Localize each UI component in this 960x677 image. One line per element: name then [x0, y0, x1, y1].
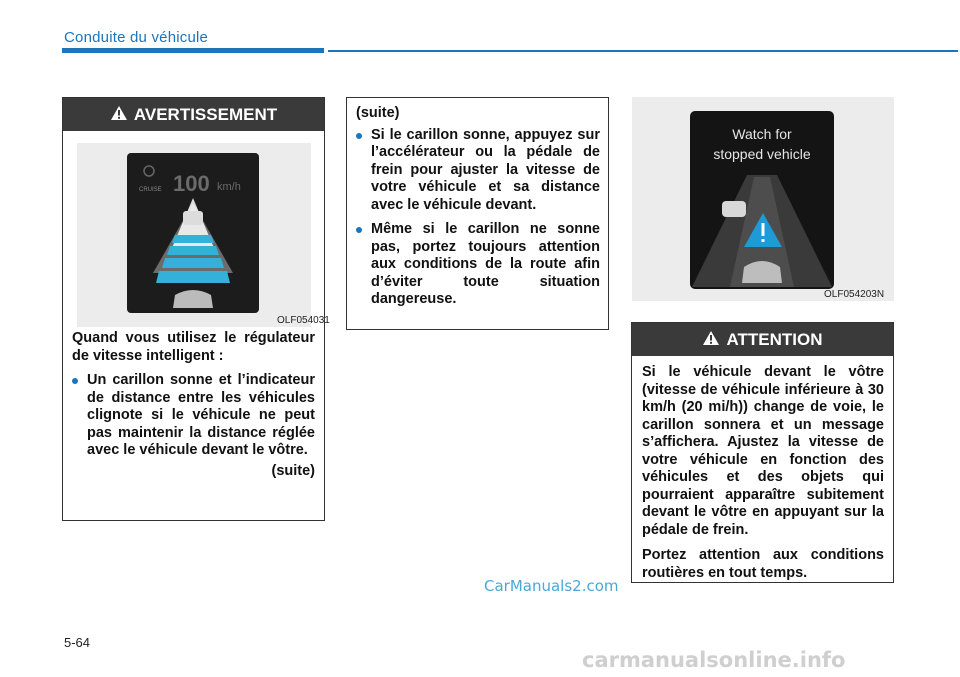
warning-title: AVERTISSEMENT [133, 105, 278, 124]
warning-intro: Quand vous utilisez le régulateur de vitesse intelligent : [72, 330, 315, 364]
warning-box [62, 97, 330, 521]
bullet-icon [356, 227, 362, 233]
bullet-icon [356, 133, 362, 139]
watermark-text: carmanualsonline.info [582, 648, 846, 672]
watermark-link[interactable]: CarManuals2.com [484, 577, 619, 595]
middle-bullet [356, 127, 600, 215]
speed-value: 100 [173, 171, 210, 196]
message-line-2: stopped vehicle [713, 146, 811, 162]
attention-header [632, 323, 893, 356]
continued-label: (suite) [271, 462, 315, 479]
stopped-vehicle-image [632, 97, 894, 301]
warning-bullet [72, 372, 315, 460]
warning-triangle-icon [702, 324, 720, 357]
speed-unit: km/h [217, 181, 241, 193]
message-line-1: Watch for [732, 126, 792, 142]
page-number: 5-64 [64, 635, 91, 650]
warning-header [63, 98, 324, 131]
bullet-text: Même si le carillon ne sonne pas, portez toujours attention aux conditions de la route afin d’éviter toute situation dangereuse. [371, 221, 600, 307]
lead-car-icon [183, 211, 203, 225]
cruise-label: CRUISE [139, 187, 162, 193]
image-code: OLF054031 [277, 315, 330, 326]
cluster-display-image [77, 143, 311, 327]
attention-paragraph: Si le véhicule devant le vôtre (vitesse de véhicule inférieure à 30 km/h (20 mi/h)) change de voie, le carillon sonnera et un message s’affichera. Ajustez la vitesse de votre véhicule en fonction des véhicules et des objets qui pourraient apparaître subitement devant le vôtre en appuyant sur la pédale de frein. [642, 364, 884, 538]
section-title: Conduite du véhicule [64, 29, 209, 46]
bullet-text: Un carillon sonne et l’indicateur de distance entre les véhicules clignote si le véhicule ne peut pas maintenir la distance réglée avec le véhicule devant le vôtre. [87, 372, 315, 458]
header-rule-thin [328, 50, 958, 52]
attention-title: ATTENTION [726, 330, 823, 349]
middle-bullet [356, 221, 600, 309]
bullet-icon [72, 378, 78, 384]
continued-label: (suite) [356, 105, 400, 121]
bullet-text: Si le carillon sonne, appuyez sur l’accélérateur ou la pédale de frein pour ajuster la vitesse de votre véhicule et sa distance avec le véhicule devant. [371, 126, 600, 213]
continued-box [346, 97, 609, 330]
attention-paragraph: Portez attention aux conditions routières en tout temps. [642, 547, 884, 581]
stopped-car-icon [722, 201, 746, 217]
warning-triangle-icon [110, 99, 128, 132]
image-code: OLF054203N [824, 289, 885, 300]
header-rule-thick [62, 48, 324, 53]
attention-box [631, 322, 894, 583]
